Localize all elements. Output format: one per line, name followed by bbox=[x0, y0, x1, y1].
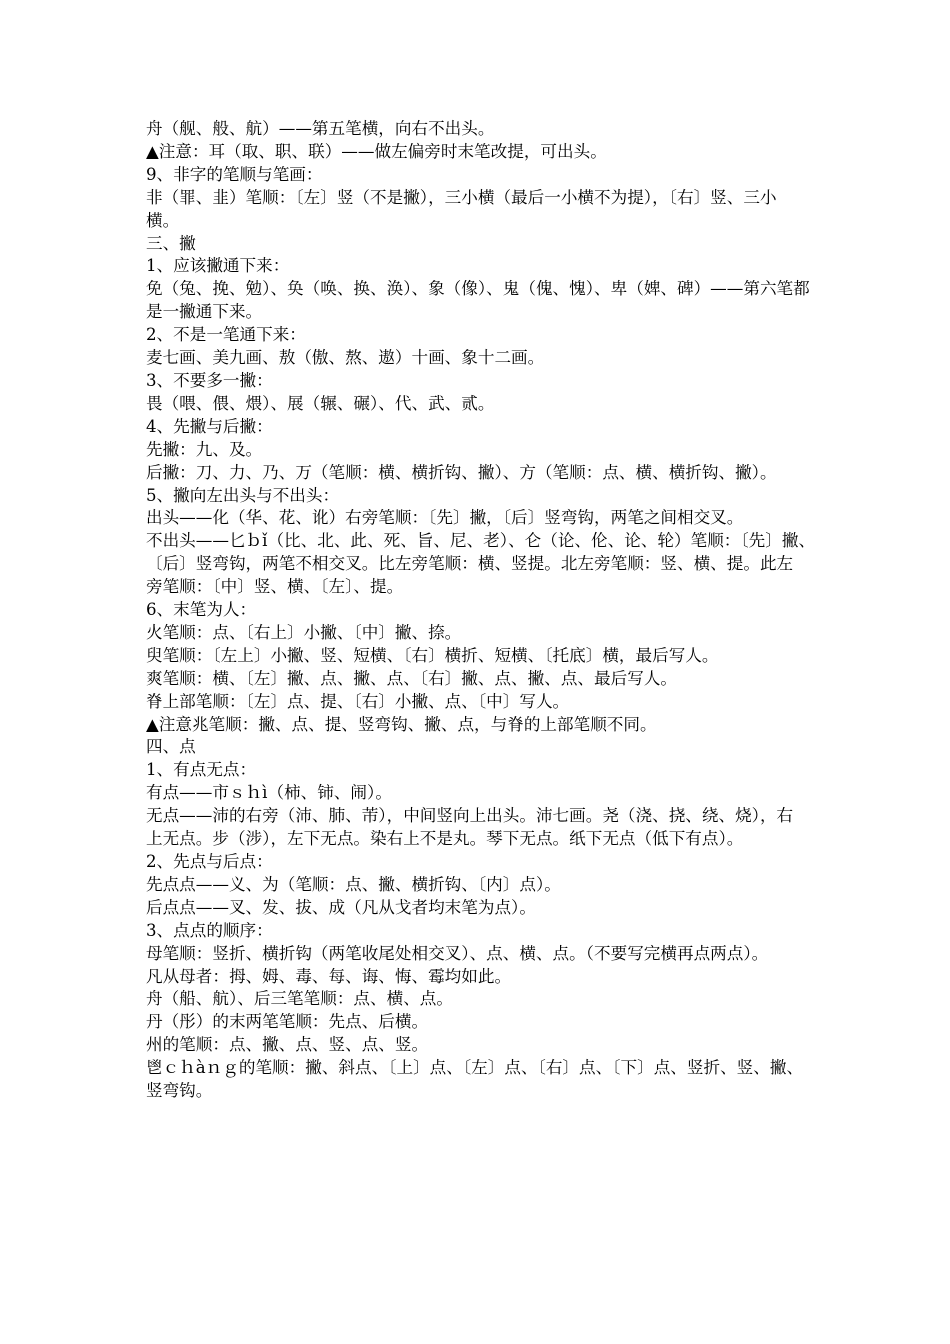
text-line: 不出头——匕ｂǐ（比、北、此、死、旨、尼、老）、仑（论、伦、论、轮）笔顺：〔先〕撇、 bbox=[146, 531, 816, 551]
text-line: 畏（喂、偎、煨）、展（辗、碾）、代、武、贰。 bbox=[146, 393, 495, 413]
text-line: 5、撇向左出头与不出头： bbox=[146, 485, 340, 505]
section-heading: 三、撇 bbox=[146, 233, 196, 253]
text-line: 上无点。步（涉），左下无点。染右上不是丸。琴下无点。纸下无点（低下有点）。 bbox=[146, 829, 744, 849]
text-line: 1、有点无点： bbox=[146, 760, 257, 780]
text-line: 出头——化（华、花、讹）右旁笔顺：〔先〕撇，〔后〕竖弯钩，两笔之间相交叉。 bbox=[146, 508, 744, 528]
text-line: 旁笔顺：〔中〕竖、横、〔左〕、提。 bbox=[146, 577, 404, 597]
text-line: 爽笔顺：横、〔左〕撇、点、撇、点、〔右〕撇、点、撇、点、最后写人。 bbox=[146, 668, 677, 688]
text-line: 3、点点的顺序： bbox=[146, 920, 273, 940]
text-line: 火笔顺：点、〔右上〕小撇、〔中〕撇、捺。 bbox=[146, 622, 462, 642]
text-line: 先撇：九、及。 bbox=[146, 439, 263, 459]
text-line: 6、末笔为人： bbox=[146, 600, 257, 620]
text-line: 无点——沛的右旁（沛、肺、芾），中间竖向上出头。沛七画。尧（浇、挠、绕、烧），右 bbox=[146, 806, 794, 826]
text-line: 凡从母者：拇、姆、毒、每、诲、悔、霉均如此。 bbox=[146, 966, 512, 986]
text-line: 舟（舰、般、航）——第五笔横，向右不出头。 bbox=[146, 119, 495, 138]
text-line: 臾笔顺：〔左上〕小撇、竖、短横、〔右〕横折、短横、〔托底〕横，最后写人。 bbox=[146, 645, 719, 665]
text-line: 2、不是一笔通下来： bbox=[146, 325, 306, 345]
text-line: ▲注意：耳（取、职、联）——做左偏旁时末笔改提，可出头。 bbox=[146, 141, 607, 161]
text-line: 竖弯钩。 bbox=[146, 1081, 213, 1101]
text-line: 9、非字的笔顺与笔画： bbox=[146, 164, 323, 184]
text-line: 3、不要多一撇： bbox=[146, 370, 273, 390]
text-line: 舟（船、航）、后三笔笔顺：点、横、点。 bbox=[146, 989, 453, 1009]
text-line: 4、先撇与后撇： bbox=[146, 416, 273, 436]
text-line: 脊上部笔顺：〔左〕点、提、〔右〕小撇、点、〔中〕写人。 bbox=[146, 691, 570, 711]
text-line: 后点点——叉、发、拔、成（凡从戈者均末笔为点）。 bbox=[146, 897, 536, 917]
text-line: 州的笔顺：点、撇、点、竖、点、竖。 bbox=[146, 1035, 429, 1055]
text-line: 麦七画、美九画、敖（傲、熬、遨）十画、象十二画。 bbox=[146, 348, 545, 368]
text-line: 先点点——义、为（笔顺：点、撇、横折钩、〔内〕点）。 bbox=[146, 874, 561, 894]
text-line: ▲注意兆笔顺：撇、点、提、竖弯钩、撇、点，与脊的上部笔顺不同。 bbox=[146, 714, 657, 734]
text-line: 免（兔、挽、勉）、奂（唤、换、涣）、象（像）、鬼（傀、愧）、卑（婢、碑）——第六笔都 bbox=[146, 279, 810, 299]
text-line: 1、应该撇通下来： bbox=[146, 256, 290, 276]
text-line: 2、先点与后点： bbox=[146, 852, 273, 871]
text-line: 鬯ｃｈàｎｇ的笔顺：撇、斜点、〔上〕点、〔左〕点、〔右〕点、〔下〕点、竖折、竖、撇、 bbox=[146, 1058, 804, 1078]
text-line: 有点——市ｓｈì（柿、铈、闹）。 bbox=[146, 783, 392, 803]
text-line: 丹（彤）的末两笔笔顺：先点、后横。 bbox=[146, 1012, 429, 1032]
document-body bbox=[146, 118, 816, 1103]
text-line: 非（罪、韭）笔顺：〔左〕竖（不是撇），三小横（最后一小横不为提），〔右〕竖、三小 bbox=[146, 187, 777, 207]
text-line: 横。 bbox=[146, 210, 180, 230]
text-line: 是一撇通下来。 bbox=[146, 302, 263, 322]
section-heading: 四、点 bbox=[146, 737, 196, 757]
text-line: 母笔顺：竖折、横折钩（两笔收尾处相交叉）、点、横、点。（不要写完横再点两点）。 bbox=[146, 943, 769, 963]
text-line: 后撇：刀、力、乃、万（笔顺：横、横折钩、撇）、方（笔顺：点、横、横折钩、撇）。 bbox=[146, 462, 777, 482]
text-line: 〔后〕竖弯钩，两笔不相交叉。比左旁笔顺：横、竖提。北左旁笔顺：竖、横、提。此左 bbox=[146, 554, 794, 574]
